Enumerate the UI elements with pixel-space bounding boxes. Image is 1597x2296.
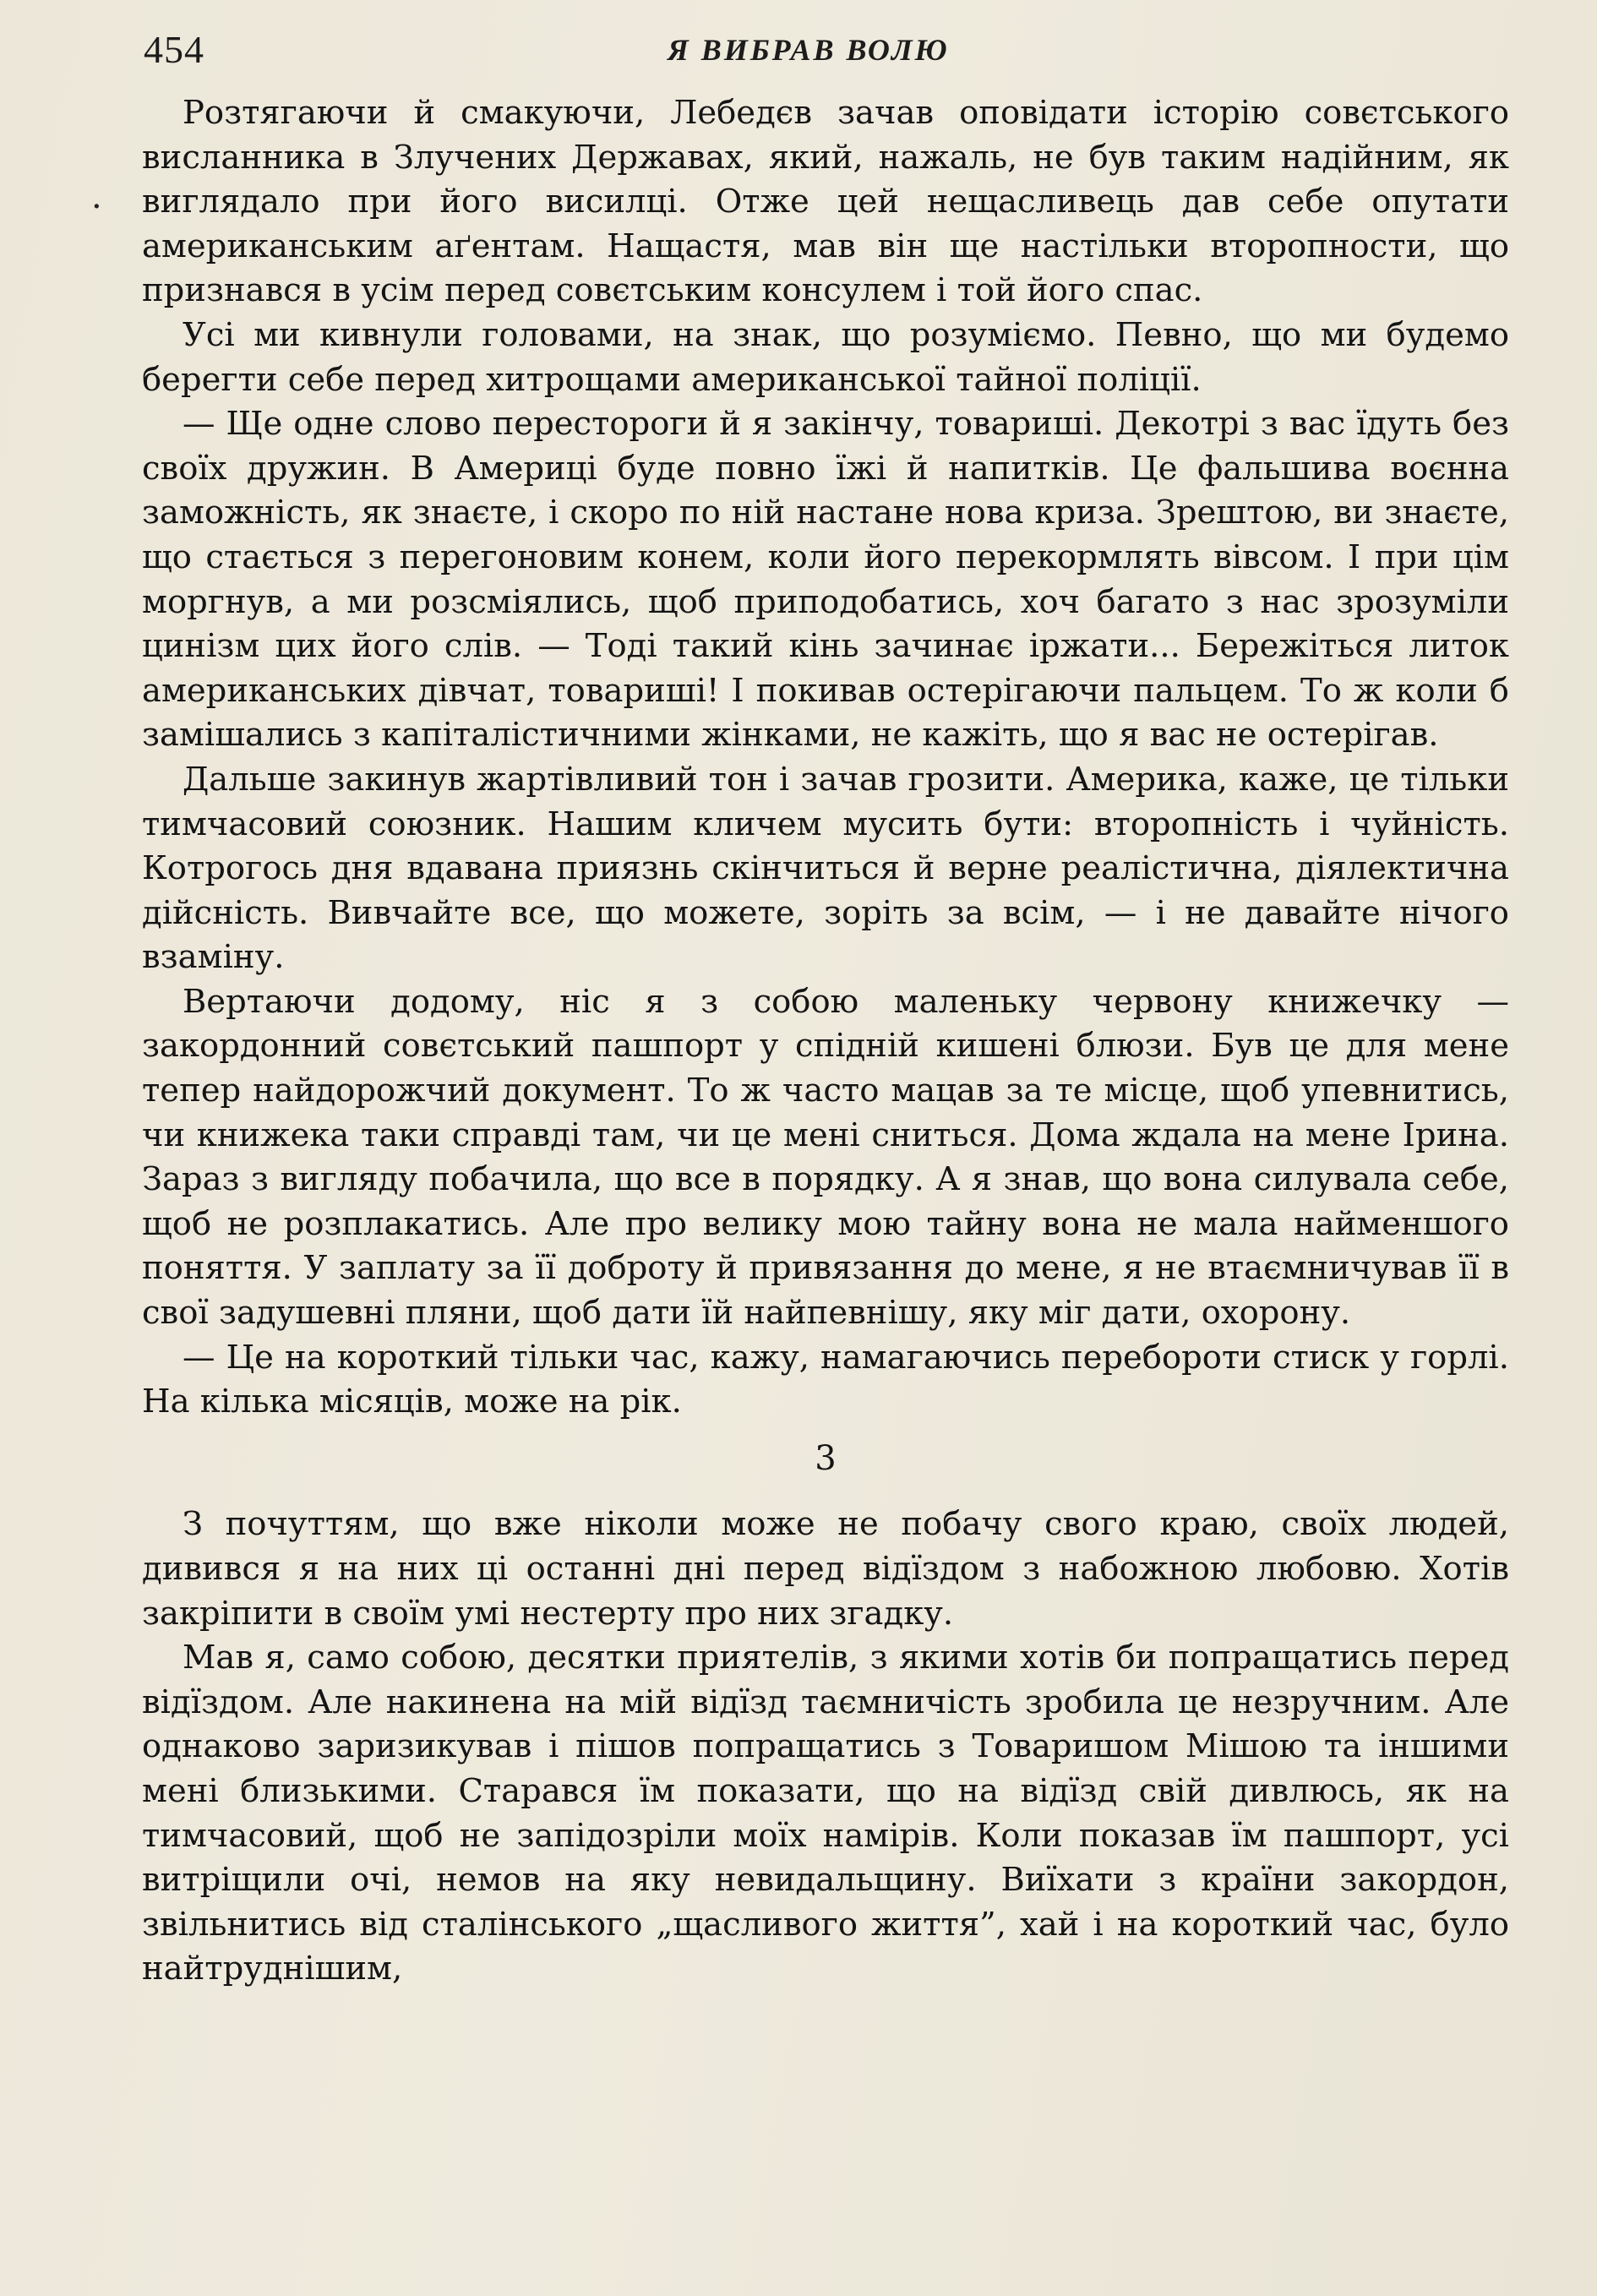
paragraph: Мав я, само собою, десятки приятелів, з якими хотів би попращатись перед відїздом. Але накинена на мій відїзд таємничість зробила це незручним. Але однаково заризикував і пішов попращатись з Товаришом Мішою та іншими мені близькими. Старався їм показати, що на відїзд свій дивлюсь, як на тимчасовий, щоб не запідозріли моїх намірів. Коли показав їм пашпорт, усі витріщили очі, немов на яку невидальщину. Виїхати з країни закордон, звільнитись від сталінського „щасливого життя”, хай і на короткий час, було найтруднішим, <box>142 1639 1509 1988</box>
page-number: 454 <box>144 28 204 71</box>
margin-dot: · <box>91 188 102 226</box>
body-text <box>142 91 1509 1992</box>
paragraph: З почуттям, що вже ніколи може не побачу свого краю, своїх людей, дивився я на них ці останні дні перед відїздом з набожною любовю. Хотів закріпити в своїм умі нестерту про них згадку. <box>142 1505 1509 1633</box>
running-title: Я ВИБРАВ ВОЛЮ <box>668 33 950 67</box>
paragraph: Розтягаючи й смакуючи, Лебедєв зачав оповідати історію совєтського висланника в Злучених Державах, який, нажаль, не був таким надійним, як виглядало при його висилці. Отже цей нещасливець дав себе опутати американським аґентам. Нащастя, мав він ще настільки второпности, що признався в усім перед совєтським консулем і той його спас. <box>142 94 1509 310</box>
paragraph: — Це на короткий тільки час, кажу, намагаючись перебороти стиск у горлі. На кілька місяців, може на рік. <box>142 1338 1509 1421</box>
paragraph: Усі ми кивнули головами, на знак, що розуміємо. Певно, що ми будемо берегти себе перед хитрощами американської тайної поліції. <box>142 315 1509 399</box>
page-header <box>144 27 1513 78</box>
section-number: 3 <box>815 1438 837 1478</box>
paragraph: Вертаючи додому, ніс я з собою маленьку червону книжечку — закордонний совєтський пашпорт у спідній кишені блюзи. Був це для мене тепер найдорожчий документ. То ж часто мацав за те місце, щоб упевнитись, чи книжека таки справді там, чи це мені сниться. Дома ждала на мене Ірина. Зараз з вигляду побачила, що все в порядку. А я знав, що вона силувала себе, щоб не розплакатись. Але про велику мою тайну вона не мала найменшого поняття. У заплату за її доброту й привязання до мене, я не втаємничував її в свої задушевні пляни, щоб дати їй найпевнішу, яку міг дати, охорону. <box>142 982 1509 1333</box>
paragraph: — Ще одне слово перестороги й я закінчу, товариші. Декотрі з вас їдуть без своїх дружин. В Америці буде повно їжі й напитків. Це фальшива воєнна заможність, як знаєте, і скоро по ній настане нова криза. Зрештою, ви знаєте, що стається з перегоновим конем, коли його перекормлять вівсом. І при цім моргнув, а ми розсміялись, щоб приподобатись, хоч багато з нас зрозуміли цинізм цих його слів. — Тоді такий кінь зачинає іржати... Бережіться литок американських дівчат, товариші! І покивав остерігаючи пальцем. То ж коли б замішались з капіталістичними жінками, не кажіть, що я вас не остерігав. <box>142 405 1509 755</box>
paragraph: Дальше закинув жартівливий тон і зачав грозити. Америка, каже, це тільки тимчасовий союзник. Нашим кличем мусить бути: второпність і чуйність. Котрогось дня вдавана приязнь скінчиться й верне реалістична, діялектична дійсність. Вивчайте все, що можете, зоріть за всім, — і не давайте нічого взаміну. <box>142 760 1509 977</box>
